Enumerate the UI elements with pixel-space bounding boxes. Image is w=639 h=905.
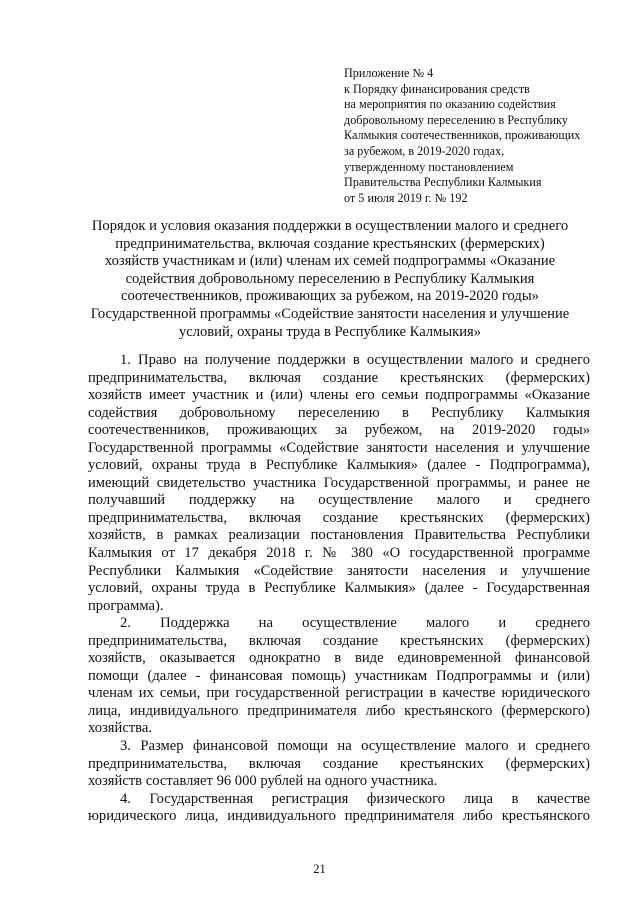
- title-line: Государственной программы «Содействие занятости населения и улучшение: [90, 305, 570, 322]
- appendix-line: на мероприятия по оказанию содействия: [344, 97, 556, 112]
- appendix-line: Правительства Республики Калмыкия: [344, 175, 542, 190]
- document-title: [80, 218, 580, 341]
- body-line: программа).: [88, 597, 164, 614]
- body-line: хозяйств составляет 96 000 рублей на одного участника.: [88, 773, 438, 790]
- body-line: предпринимательства, включая создание крестьянских (фермерских): [88, 509, 590, 526]
- body-line: 3. Размер финансовой помощи на осуществление малого и среднего: [120, 738, 590, 755]
- body-line: Республики Калмыкия «Содействие занятости населения и улучшение: [88, 562, 590, 579]
- title-line: предпринимательства, включая создание крестьянских (фермерских): [115, 235, 545, 252]
- appendix-line: от 5 июля 2019 г. № 192: [344, 190, 468, 205]
- body-line: помощи (далее - финансовая помощь) участникам Подпрограммы и (или): [88, 667, 590, 684]
- body-line: условий, охраны труда в Республике Калмыкия» (далее - Подпрограмма),: [88, 457, 590, 474]
- appendix-line: утвержденному постановлением: [344, 159, 514, 174]
- paragraph-4: [88, 791, 590, 826]
- appendix-line: за рубежом, в 2019-2020 годах,: [344, 143, 505, 158]
- body-line: соотечественников, проживающих за рубежом, на 2019-2020 годы»: [88, 422, 590, 439]
- body-line: 4. Государственная регистрация физического лица в качестве: [120, 790, 590, 807]
- body-line: лица, индивидуального предпринимателя либо крестьянского (фермерского): [88, 702, 590, 719]
- title-line: соотечественников, проживающих за рубежом, на 2019-2020 годы»: [121, 288, 539, 305]
- body-line: хозяйств, в рамках реализации постановления Правительства Республики: [88, 527, 590, 544]
- appendix-line: добровольному переселению в Республику: [344, 112, 568, 127]
- document-body: [88, 352, 590, 826]
- title-line: содействия добровольному переселению в Республику Калмыкия: [125, 270, 535, 287]
- paragraph-2: [88, 615, 590, 738]
- paragraph-3: [88, 738, 590, 791]
- body-line: 1. Право на получение поддержки в осуществлении малого и среднего: [120, 352, 590, 368]
- body-line: хозяйств имеет участник и (или) члены его семьи подпрограммы «Оказание: [88, 387, 590, 404]
- body-line: юридического лица, индивидуального предпринимателя либо крестьянского: [88, 808, 590, 825]
- paragraph-1: [88, 352, 590, 615]
- appendix-line: к Порядку финансирования средств: [344, 81, 530, 96]
- body-line: Калмыкия от 17 декабря 2018 г. № 380 «О государственной программе: [88, 545, 590, 562]
- title-line: хозяйств участникам и (или) членам их семей подпрограммы «Оказание: [104, 253, 556, 270]
- body-line: хозяйств, оказывается однократно в виде единовременной финансовой: [88, 650, 590, 667]
- appendix-line: Приложение № 4: [344, 66, 434, 80]
- body-line: имеющий свидетельство участника Государственной программы, и ранее не: [88, 474, 590, 491]
- appendix-note: [344, 66, 614, 206]
- title-line: условий, охраны труда в Республике Калмыкия»: [178, 323, 482, 340]
- body-line: Государственной программы «Содействие занятости населения и улучшение: [88, 439, 590, 456]
- body-line: содействия добровольному переселению в Республику Калмыкия: [88, 404, 590, 421]
- page-number: 21: [313, 862, 326, 876]
- title-line: Порядок и условия оказания поддержки в осуществлении малого и среднего: [91, 218, 569, 234]
- body-line: 2. Поддержка на осуществление малого и среднего: [120, 615, 590, 632]
- body-line: членам их семьи, при государственной регистрации в качестве юридического: [88, 685, 590, 702]
- body-line: получавший поддержку на осуществление малого и среднего: [88, 492, 590, 509]
- body-line: хозяйства.: [88, 720, 153, 737]
- body-line: условий, охраны труда в Республике Калмыкия» (далее - Государственная: [88, 580, 590, 597]
- body-line: предпринимательства, включая создание крестьянских (фермерских): [88, 632, 590, 649]
- body-line: предпринимательства, включая создание крестьянских (фермерских): [88, 755, 590, 772]
- body-line: предпринимательства, включая создание крестьянских (фермерских): [88, 369, 590, 386]
- appendix-line: Калмыкия соотечественников, проживающих: [344, 128, 581, 143]
